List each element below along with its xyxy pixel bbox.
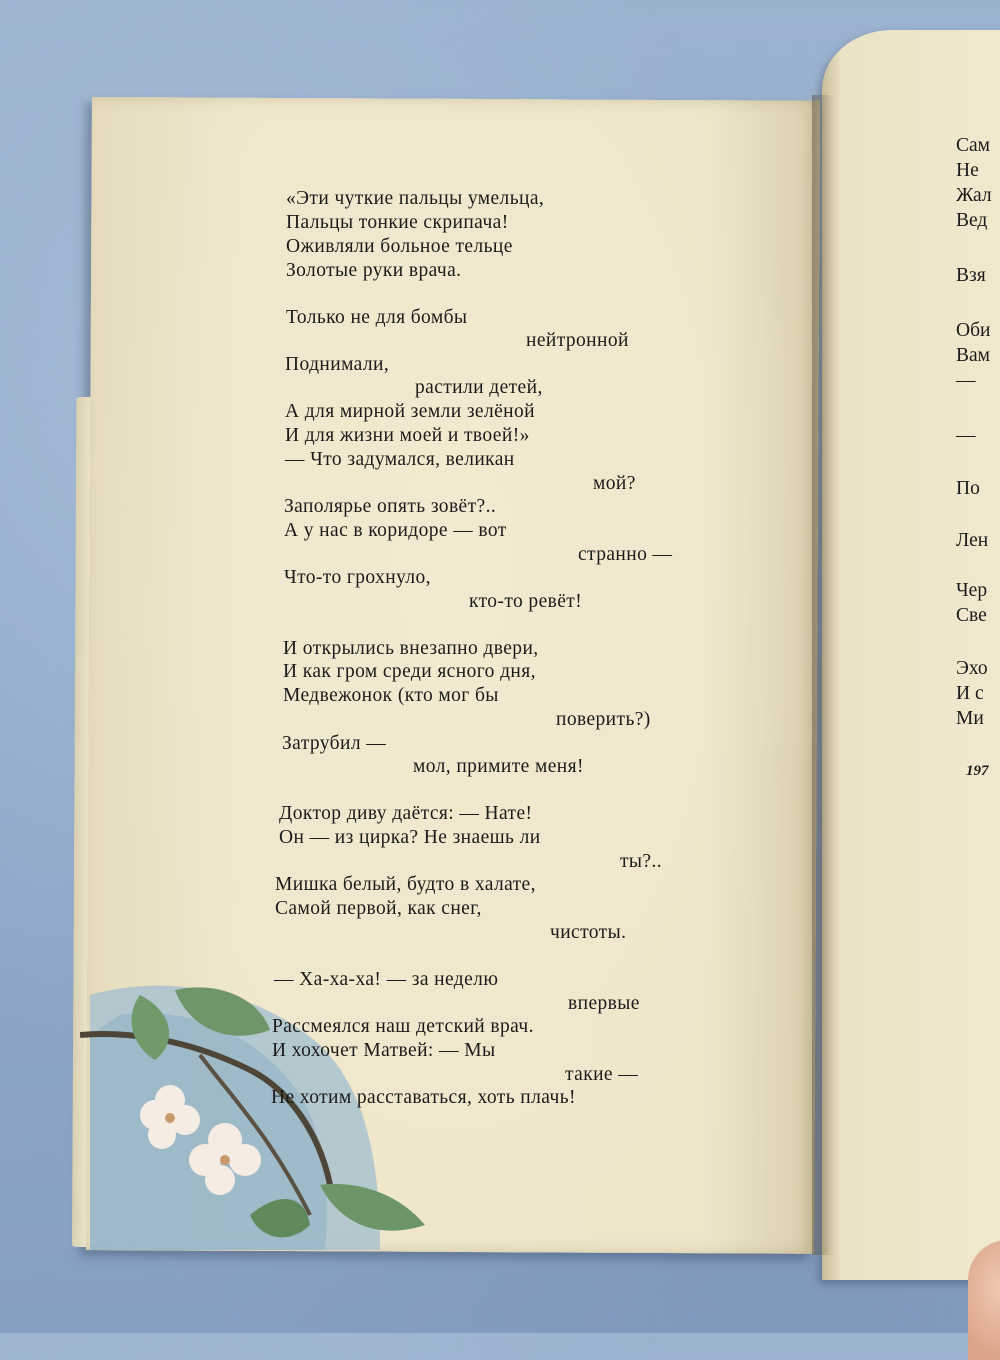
poem-line: А для мирной земли зелёной <box>285 401 535 422</box>
poem-line: мой? <box>593 473 636 494</box>
poem-line: поверить?) <box>556 709 651 730</box>
right-page-year: 197 <box>966 763 989 779</box>
poem-line: Не хотим расставаться, хоть плачь! <box>271 1087 576 1108</box>
poem-line: — Ха-ха-ха! — за неделю <box>274 969 499 990</box>
poem-line: Золотые руки врача. <box>286 260 462 281</box>
right-page-line: Ми <box>956 708 984 729</box>
right-page-line: Взя <box>956 265 986 286</box>
poem-line: И для жизни моей и твоей!» <box>285 425 530 446</box>
poem-line: И открылись внезапно двери, <box>283 638 539 659</box>
right-page-line: И с <box>956 683 984 704</box>
poem-line: Доктор диву даётся: — Нате! <box>279 803 533 824</box>
poem-line: кто-то ревёт! <box>469 591 583 612</box>
poem-line: Поднимали, <box>285 354 390 375</box>
right-page-line: Све <box>956 605 987 626</box>
right-page-line: Лен <box>956 530 989 551</box>
poem-line: Затрубил — <box>282 733 387 754</box>
right-page-line: Оби <box>956 320 991 341</box>
poem-line: странно — <box>578 544 673 565</box>
poem-line: Рассмеялся наш детский врач. <box>272 1016 534 1037</box>
poem-line: впервые <box>568 993 640 1014</box>
poem-line: Самой первой, как снег, <box>275 898 482 919</box>
poem-line: — Что задумался, великан <box>285 449 515 470</box>
poem-line: чистоты. <box>550 922 627 943</box>
poem-line: такие — <box>565 1064 639 1085</box>
right-page-line: Жал <box>956 185 992 206</box>
poem-line: Что-то грохнуло, <box>284 567 431 588</box>
poem-line: Он — из цирка? Не знаешь ли <box>279 827 541 848</box>
right-page-line: По <box>956 478 980 499</box>
poem-line: А у нас в коридоре — вот <box>284 520 507 541</box>
poem-line: Пальцы тонкие скрипача! <box>286 212 509 233</box>
right-page-line: Эхо <box>956 658 988 679</box>
poem-line: Только не для бомбы <box>286 307 468 328</box>
poem-line: Медвежонок (кто мог бы <box>283 685 499 706</box>
right-page-line: Вед <box>956 210 988 231</box>
poem-line: Заполярье опять зовёт?.. <box>284 496 497 517</box>
right-page-line: — <box>956 425 976 446</box>
poem-line: ты?.. <box>620 851 663 872</box>
poem-line: растили детей, <box>415 377 543 398</box>
right-page-line: Не <box>956 160 979 181</box>
right-page-line: Сам <box>956 135 991 156</box>
poem-line: мол, примите меня! <box>413 756 584 777</box>
poem-line: нейтронной <box>526 330 629 351</box>
poem-line: Мишка белый, будто в халате, <box>275 874 536 895</box>
gutter-shadow <box>812 95 834 1255</box>
right-page-line: — <box>956 370 976 391</box>
poem-line: Оживляли больное тельце <box>286 236 513 257</box>
poem-line: И хохочет Матвей: — Мы <box>272 1040 496 1061</box>
poem-line: «Эти чуткие пальцы умельца, <box>286 188 545 209</box>
right-page-line: Чер <box>956 580 988 601</box>
poem-line: И как гром среди ясного дня, <box>283 661 536 682</box>
right-page-line: Вам <box>956 345 991 366</box>
